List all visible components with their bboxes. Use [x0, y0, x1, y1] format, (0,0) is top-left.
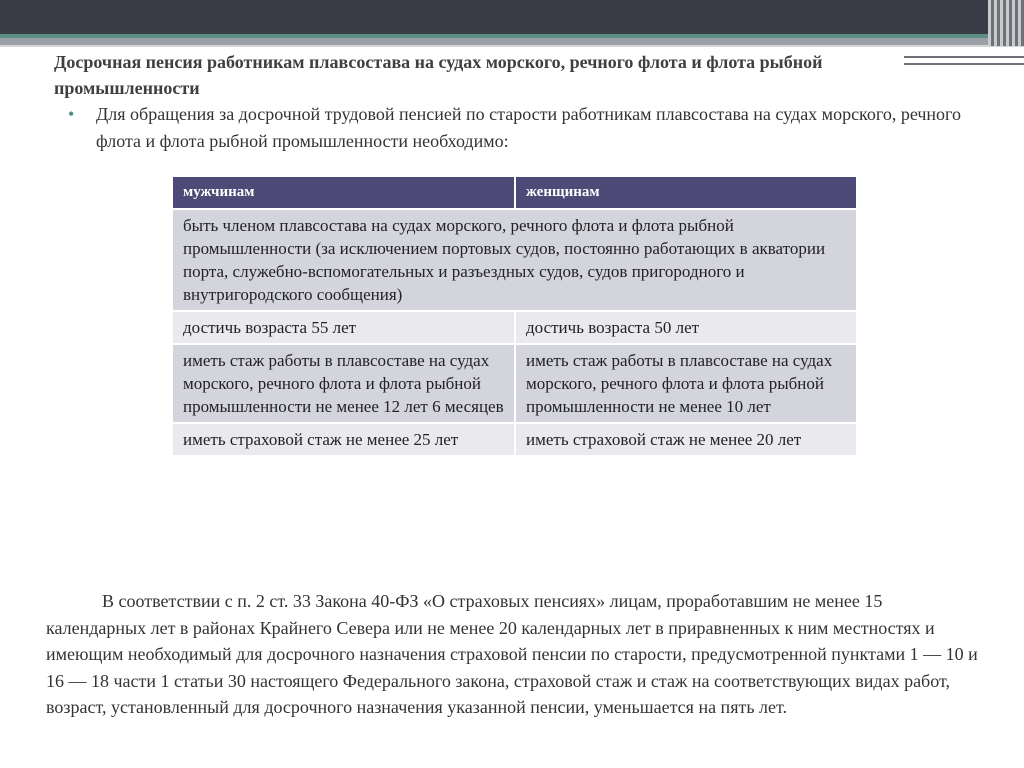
table-row [173, 424, 856, 455]
cell-men: иметь страховой стаж не менее 25 лет [173, 424, 514, 455]
cell-women: достичь возраста 50 лет [514, 312, 856, 343]
top-gray-line [0, 38, 1024, 45]
bullet-item [68, 101, 968, 155]
slide-title: Досрочная пенсия работникам плавсостава на судах морского, речного флота и флота рыбной промышленности [54, 52, 823, 98]
cell-men: достичь возраста 55 лет [173, 312, 514, 343]
table-row [173, 210, 856, 310]
cell-men: иметь стаж работы в плавсоставе на судах морского, речного флота и флота рыбной промышленности не менее 12 лет 6 месяцев [173, 345, 514, 422]
header-men: мужчинам [173, 177, 514, 208]
cell-women: иметь страховой стаж не менее 20 лет [514, 424, 856, 455]
table-header-row [173, 177, 856, 208]
bullet-dot-icon: • [68, 104, 75, 124]
top-light-line [0, 45, 1024, 47]
bullet-text: Для обращения за досрочной трудовой пенсией по старости работникам плавсостава на судах морского, речного флота и флота рыбной промышленности необходимо: [96, 104, 961, 151]
merged-cell: быть членом плавсостава на судах морского, речного флота и флота рыбной промышленности (за исключением портовых судов, постоянно работающих в акватории порта, служебно-вспомогательных и разъездных судов, судов пригородного и внутригородского сообщения) [173, 210, 856, 310]
corner-stripes-decoration [988, 0, 1024, 46]
header-women: женщинам [514, 177, 856, 208]
footer-paragraph: В соответствии с п. 2 ст. 33 Закона 40-ФЗ «О страховых пенсиях» лицам, проработавшим не менее 15 календарных лет в районах Крайнего Севера или не менее 20 календарных лет в приравненных к ним местностях и имеющим необходимый для досрочного назначения страховой пенсии по старости, предусмотренной пунктами 1 — 10 и 16 — 18 части 1 статьи 30 настоящего Федерального закона, страховой стаж и стаж на соответствующих видах работ, возраст, установленный для досрочного назначения указанной пенсии, уменьшается на пять лет. [46, 591, 978, 717]
table-row [173, 312, 856, 343]
requirements-table [173, 175, 856, 457]
table-row [173, 345, 856, 422]
top-decoration-bar [0, 0, 1024, 34]
cell-women: иметь стаж работы в плавсоставе на судах морского, речного флота и флота рыбной промышленности не менее 10 лет [514, 345, 856, 422]
